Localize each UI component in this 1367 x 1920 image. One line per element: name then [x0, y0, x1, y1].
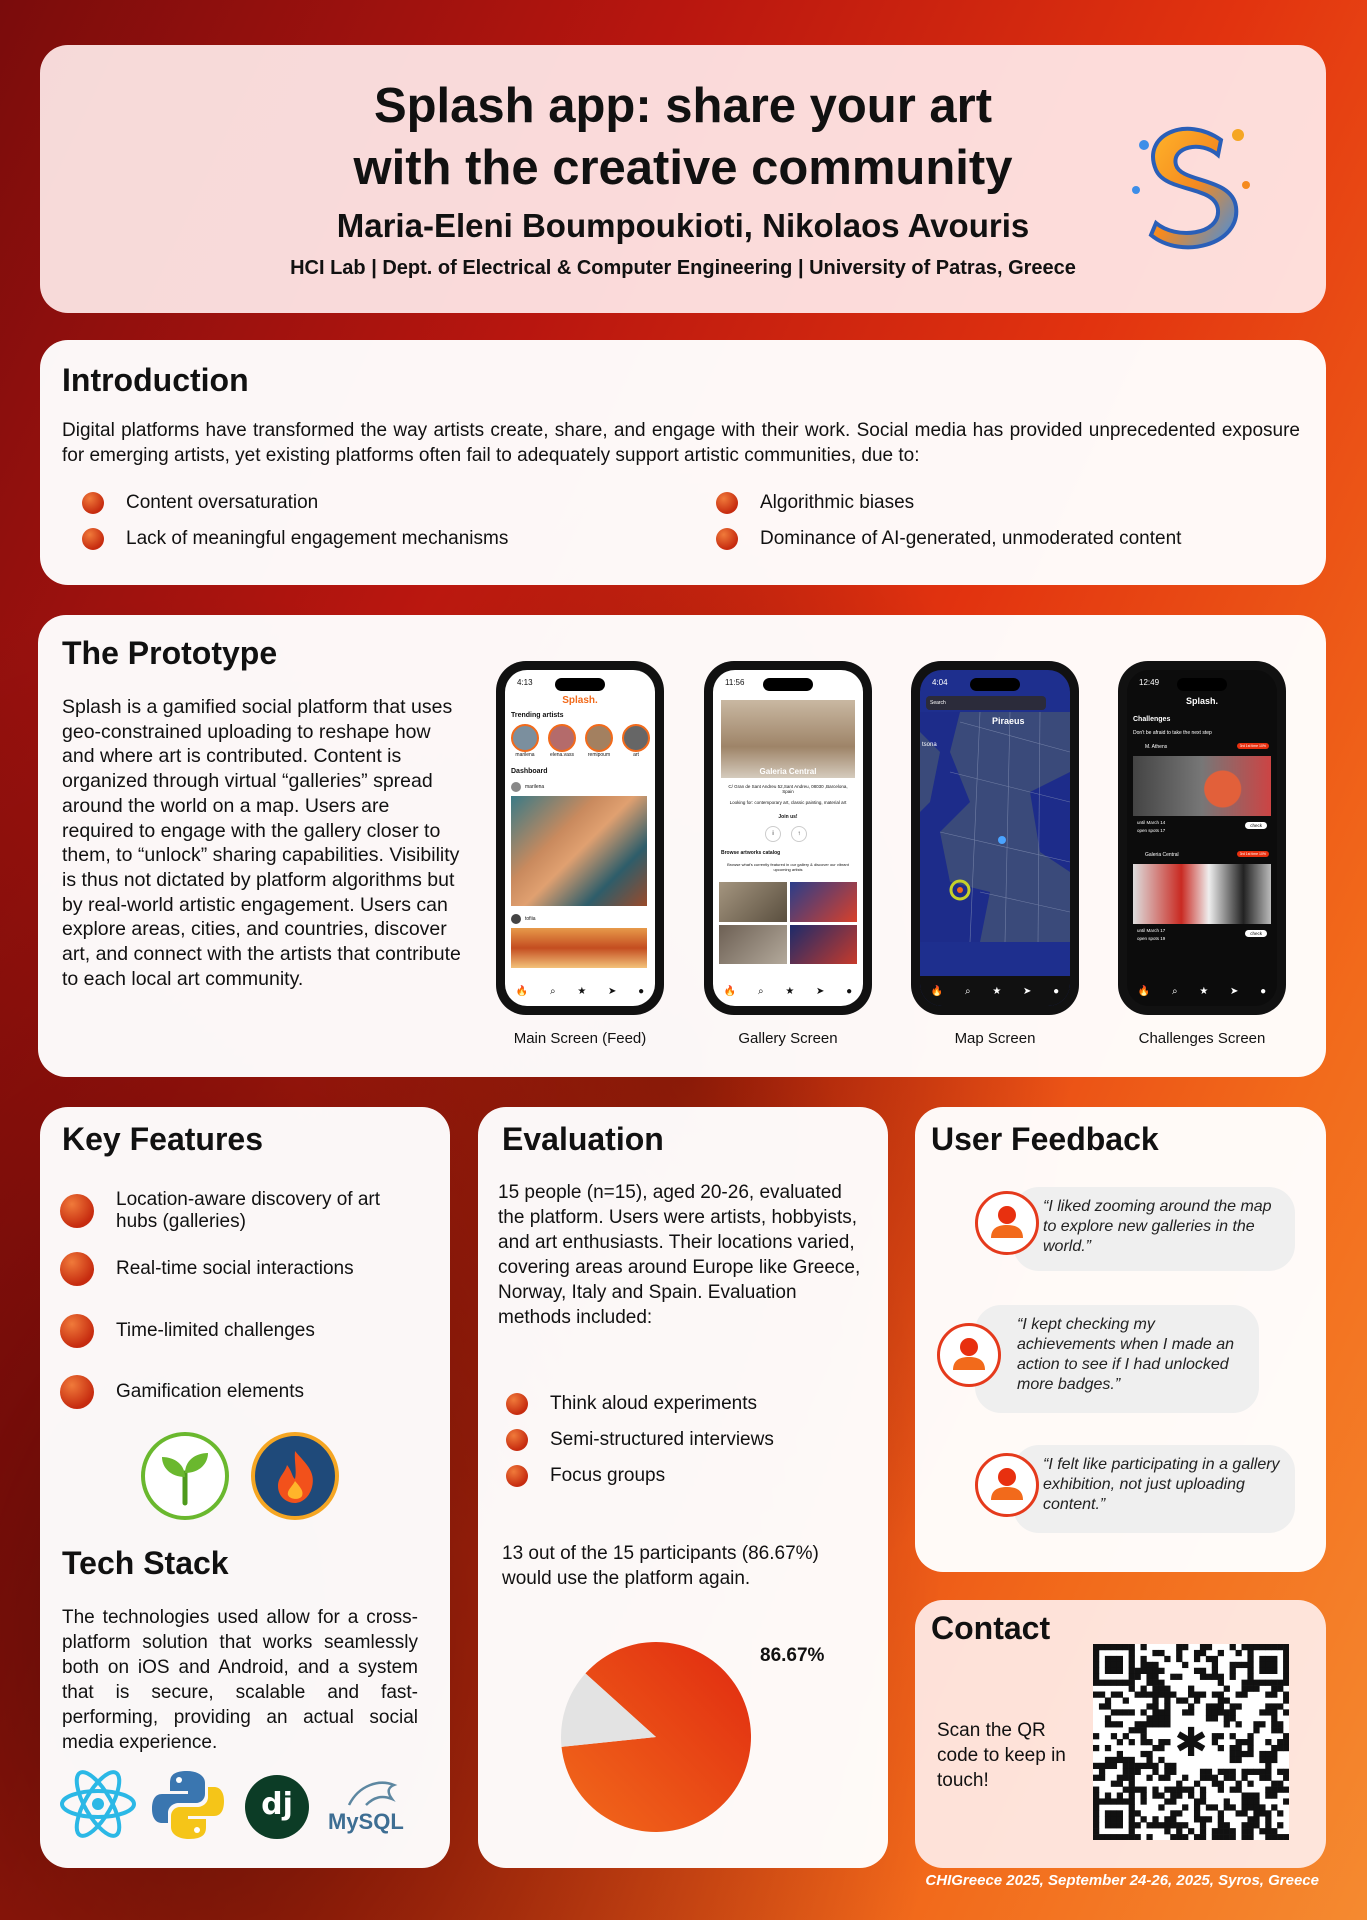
introduction-card	[40, 340, 1326, 585]
challenge-badge: 3rd 1st time 10%	[1237, 743, 1269, 749]
feature-text: Gamification elements	[116, 1381, 304, 1402]
splash-logo-icon	[1126, 115, 1256, 255]
intro-text: Digital platforms have transformed the way artists create, share, and engage with their work. Social media has provided unprecedented exposure for emerging artists, yet existing platforms often fail to adequately support artistic communities, due to:	[62, 420, 1300, 466]
react-logo-icon	[58, 1767, 138, 1841]
challenge-check-button[interactable]: check	[1245, 822, 1267, 829]
method-item	[506, 1429, 774, 1451]
artist-avatar[interactable]	[511, 724, 539, 758]
phone-notch	[763, 678, 813, 691]
user-avatar-icon	[975, 1191, 1039, 1255]
phone-caption: Gallery Screen	[738, 1030, 838, 1047]
svg-text:✱: ✱	[1174, 1720, 1208, 1766]
method-item	[506, 1393, 757, 1415]
evaluation-text: 15 people (n=15), aged 20-26, evaluated the platform. Users were artists, hobbyists, and art enthusiasts. Their locations varied, covering areas around Europe like Greece, Norway, Italy and Spain. Evaluation methods included:	[498, 1182, 861, 1328]
gallery-address: C/ Gran de Sant Andreu 52,Sant Andreu, 08030 ,Barcelona, Spain	[728, 784, 848, 794]
bottom-nav-bar	[1127, 976, 1277, 1006]
challenge-spots: open spots 17	[1137, 828, 1166, 833]
star-tab-icon[interactable]: ★	[785, 985, 795, 997]
intro-bullet	[716, 492, 914, 514]
artwork-thumb[interactable]	[719, 925, 787, 965]
user-avatar-icon	[975, 1453, 1039, 1517]
search-tab-icon[interactable]: ⌕	[1172, 985, 1178, 997]
search-tab-icon[interactable]: ⌕	[965, 985, 971, 997]
app-brand: Splash.	[1185, 696, 1218, 706]
gallery-photo	[721, 700, 855, 778]
join-us-link[interactable]: Join us!	[778, 814, 798, 820]
artist-avatar[interactable]	[585, 724, 613, 758]
flame-tab-icon[interactable]: 🔥	[1137, 985, 1151, 997]
phone-caption: Main Screen (Feed)	[513, 1030, 647, 1047]
evaluation-result: 13 out of the 15 participants (86.67%) would use the platform again.	[502, 1543, 819, 1589]
django-logo-text: dj	[261, 1787, 293, 1822]
star-tab-icon[interactable]: ★	[577, 985, 587, 997]
feature-item	[60, 1252, 354, 1286]
send-tab-icon[interactable]: ➤	[815, 985, 825, 997]
feature-text: Location-aware discovery of art hubs (galleries)	[116, 1189, 381, 1232]
contact-card	[915, 1600, 1326, 1868]
phone-challenges-screen	[1118, 661, 1286, 1015]
intro-bullet	[82, 528, 508, 550]
challenge-artwork	[1133, 864, 1271, 924]
flame-tab-icon[interactable]: 🔥	[930, 985, 944, 997]
bullet-dot-icon	[82, 528, 104, 550]
status-time: 11:56	[725, 678, 745, 687]
post-username: marilena	[525, 784, 545, 790]
python-logo-icon	[150, 1767, 226, 1843]
evaluation-heading: Evaluation	[502, 1121, 664, 1157]
bullet-dot-icon	[716, 492, 738, 514]
star-tab-icon[interactable]: ★	[1199, 985, 1209, 997]
method-item	[506, 1465, 665, 1487]
search-tab-icon[interactable]: ⌕	[550, 985, 556, 997]
feature-text: Real-time social interactions	[116, 1258, 354, 1279]
profile-tab-icon[interactable]: ●	[638, 985, 645, 997]
map-search-bar[interactable]	[926, 696, 1046, 710]
tech-heading: Tech Stack	[62, 1545, 229, 1581]
flame-tab-icon[interactable]: 🔥	[723, 985, 737, 997]
challenge-badge: 3rd 1st time 10%	[1237, 851, 1269, 857]
mysql-logo-text: MySQL	[328, 1809, 404, 1834]
qr-code[interactable]	[1093, 1644, 1289, 1840]
bullet-dot-icon	[506, 1429, 528, 1451]
phone-caption: Challenges Screen	[1138, 1030, 1266, 1047]
gallery-looking-for: Looking for: contemporary art, classic painting, material art	[729, 800, 847, 805]
send-tab-icon[interactable]: ➤	[1229, 985, 1239, 997]
map-place-label: tsona	[922, 742, 937, 748]
artist-name: remipoum	[587, 752, 611, 758]
phone-map-screen	[911, 661, 1079, 1015]
features-card	[40, 1107, 450, 1868]
intro-bullet-text: Dominance of AI-generated, unmoderated content	[760, 528, 1182, 549]
title-line-1: Splash app: share your art	[373, 79, 993, 133]
send-tab-icon[interactable]: ➤	[1022, 985, 1032, 997]
challenge-check-button[interactable]: check	[1245, 930, 1267, 937]
search-tab-icon[interactable]: ⌕	[758, 985, 764, 997]
browse-catalog-label: Browse artworks catalog	[721, 850, 781, 856]
post-artwork-image[interactable]	[511, 796, 647, 906]
post-artwork-image[interactable]	[511, 928, 647, 968]
status-time: 4:13	[517, 678, 533, 687]
status-time: 4:04	[932, 678, 948, 687]
evaluation-card	[478, 1107, 888, 1868]
pie-chart	[556, 1637, 756, 1837]
contact-heading: Contact	[931, 1610, 1051, 1646]
feature-item	[60, 1375, 304, 1409]
method-text: Think aloud experiments	[550, 1393, 757, 1414]
header-card	[40, 45, 1326, 313]
bullet-dot-icon	[60, 1314, 94, 1348]
footer-conference: CHIGreece 2025, September 24-26, 2025, Syros, Greece	[925, 1872, 1319, 1889]
authors: Maria-Eleni Boumpoukioti, Nikolaos Avouris	[336, 207, 1030, 244]
artist-name: art	[633, 752, 639, 758]
challenge-gallery: M. Athens	[1145, 744, 1168, 750]
artwork-thumb[interactable]	[719, 882, 787, 922]
phone-gallery-screen	[704, 661, 872, 1015]
profile-tab-icon[interactable]: ●	[846, 985, 853, 997]
flame-icon	[250, 1431, 340, 1521]
feature-text: Time-limited challenges	[116, 1320, 315, 1341]
feedback-heading: User Feedback	[931, 1121, 1159, 1157]
app-brand: Splash.	[562, 695, 598, 706]
affiliation: HCI Lab | Dept. of Electrical & Computer Engineering | University of Patras, Greece	[290, 257, 1076, 279]
artwork-thumb[interactable]	[790, 882, 858, 922]
feedback-card	[915, 1107, 1326, 1572]
challenge-card[interactable]	[1133, 742, 1271, 842]
bullet-dot-icon	[716, 528, 738, 550]
profile-tab-icon[interactable]: ●	[1260, 985, 1267, 997]
user-avatar-icon	[937, 1323, 1001, 1387]
phone-feed-screen	[496, 661, 664, 1015]
feedback-quote: “I felt like participating in a gallery exhibition, not just uploading content.”	[1013, 1445, 1295, 1533]
challenge-card[interactable]	[1133, 850, 1271, 950]
star-tab-icon[interactable]: ★	[992, 985, 1002, 997]
features-heading: Key Features	[62, 1121, 263, 1157]
prototype-text: Splash is a gamified social platform that uses geo-constrained uploading to reshape how and where art is contributed. Content is organized through virtual “galleries” spread around the world on a map. Users are required to engage with the gallery closer to them, to “unlock” sharing capabilities. Visibility is thus not dictated by platform algorithms but by real-world artistic engagement. Users can explore areas, cities, and countries, discover art, and connect with the artists that contribute to each local art community.	[62, 696, 461, 990]
prototype-heading: The Prototype	[62, 635, 278, 671]
trending-artists-row	[511, 724, 650, 758]
tech-text: The technologies used allow for a cross-platform solution that works seamlessly both on iOS and Android, and a system that is secure, scalable and fast-performing, providing an actual social media experience.	[62, 1607, 418, 1753]
pie-value-label: 86.67%	[760, 1645, 825, 1666]
phone-notch	[555, 678, 605, 691]
post-username: tofiia	[525, 916, 536, 922]
artist-avatar[interactable]	[548, 724, 576, 758]
method-text: Semi-structured interviews	[550, 1429, 774, 1450]
artwork-grid	[719, 882, 857, 964]
method-text: Focus groups	[550, 1465, 666, 1486]
bottom-nav-bar	[505, 976, 655, 1006]
map-search-placeholder: Search	[930, 700, 946, 706]
artist-avatar[interactable]	[622, 724, 650, 758]
gallery-name: Galeria Central	[759, 767, 817, 776]
artist-name: marilena	[515, 752, 535, 758]
feedback-quote: “I kept checking my achievements when I made an action to see if I had unlocked more badges.”	[975, 1305, 1259, 1413]
map-place-label: Piraeus	[992, 716, 1025, 726]
feature-item	[60, 1314, 315, 1348]
bullet-dot-icon	[60, 1252, 94, 1286]
sprout-icon	[140, 1431, 230, 1521]
bottom-nav-bar	[713, 976, 863, 1006]
upload-button[interactable]: ↑	[791, 826, 807, 842]
intro-bullet	[716, 528, 1181, 550]
bullet-dot-icon	[506, 1465, 528, 1487]
post-header	[511, 782, 544, 792]
title-line-2: with the creative community	[353, 141, 1013, 195]
mysql-logo-icon	[322, 1775, 432, 1845]
browse-catalog-text: Browse what's currently featured in our gallery & discover our vibrant upcoming artists	[727, 862, 849, 872]
post-header	[511, 914, 536, 924]
artist-name: elena.vass	[550, 752, 574, 758]
intro-bullet	[82, 492, 318, 514]
bullet-dot-icon	[82, 492, 104, 514]
intro-heading: Introduction	[62, 362, 249, 398]
challenges-heading: Challenges	[1133, 716, 1171, 723]
send-tab-icon[interactable]: ➤	[607, 985, 617, 997]
intro-bullet-text: Lack of meaningful engagement mechanisms	[126, 528, 509, 549]
status-time: 12:49	[1139, 678, 1160, 687]
bottom-nav-bar	[920, 976, 1070, 1006]
intro-bullet-text: Algorithmic biases	[760, 492, 915, 513]
prototype-card	[38, 615, 1326, 1077]
contact-text: Scan the QR code to keep in touch!	[937, 1720, 1066, 1791]
django-logo-icon	[245, 1775, 309, 1839]
bullet-dot-icon	[506, 1393, 528, 1415]
trending-label: Trending artists	[511, 712, 564, 719]
phone-caption: Map Screen	[954, 1030, 1036, 1047]
intro-bullet-text: Content oversaturation	[126, 492, 319, 513]
phone-notch	[970, 678, 1020, 691]
profile-tab-icon[interactable]: ●	[1053, 985, 1060, 997]
challenge-date: until March 17	[1137, 928, 1166, 933]
dolphin-icon	[344, 1775, 404, 1811]
challenge-gallery: Galeria Central	[1145, 852, 1179, 858]
challenge-spots: open spots 19	[1137, 936, 1166, 941]
city-map[interactable]	[920, 712, 1070, 942]
info-button[interactable]: i	[765, 826, 781, 842]
dashboard-label: Dashboard	[511, 768, 548, 775]
flame-tab-icon[interactable]: 🔥	[515, 985, 529, 997]
artwork-thumb[interactable]	[790, 925, 858, 965]
challenges-subheading: Don't be afraid to take the next step	[1133, 730, 1212, 736]
challenge-artwork	[1133, 756, 1271, 816]
feature-item	[60, 1189, 430, 1233]
challenge-date: until March 14	[1137, 820, 1166, 825]
feedback-quote: “I liked zooming around the map to explore new galleries in the world.”	[1013, 1187, 1295, 1271]
bullet-dot-icon	[60, 1375, 94, 1409]
phone-notch	[1177, 678, 1227, 691]
bullet-dot-icon	[60, 1194, 94, 1228]
